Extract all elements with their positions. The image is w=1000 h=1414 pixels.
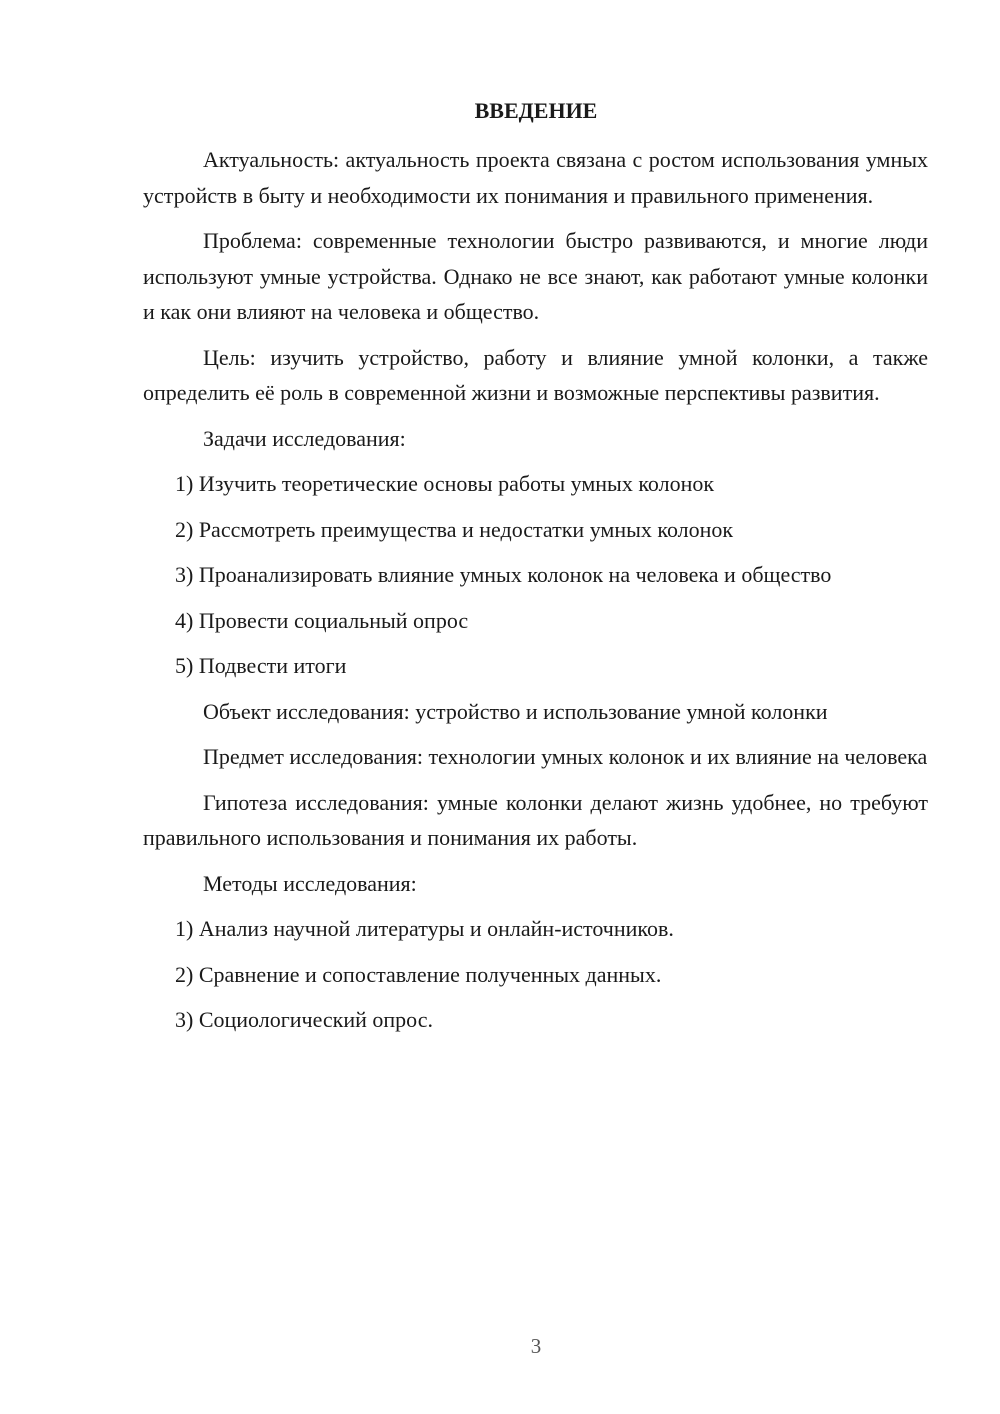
method-item: 3) Социологический опрос. [175,1007,433,1032]
task-item: 4) Провести социальный опрос [175,607,469,633]
goal-paragraph: Цель: изучить устройство, работу и влияние умной колонки, а также определить её роль в современной жизни и возможные перспективы развития. [143,344,928,405]
methods-heading: Методы исследования: [203,870,417,896]
task-item: 3) Проанализировать влияние умных колонок на человека и общество [175,562,832,587]
task-item: 5) Подвести итоги [175,653,347,678]
relevance-paragraph: Актуальность: актуальность проекта связана с ростом использования умных устройств в быту и необходимости их понимания и правильного применения. [143,147,928,208]
tasks-heading: Задачи исследования: [203,425,406,451]
task-item: 1) Изучить теоретические основы работы умных колонок [175,471,715,496]
page-title: ВВЕДЕНИЕ [474,98,598,123]
object-paragraph: Объект исследования: устройство и использование умной колонки [203,698,828,724]
page-content [143,142,928,1048]
hypothesis-paragraph: Гипотеза исследования: умные колонки делают жизнь удобнее, но требуют правильного использования и понимания их работы. [143,789,928,850]
method-item: 2) Сравнение и сопоставление полученных данных. [175,961,662,987]
problem-paragraph: Проблема: современные технологии быстро развиваются, и многие люди используют умные устройства. Однако не все знают, как работают умные колонки и как они влияют на человека и общество. [143,228,928,324]
task-item: 2) Рассмотреть преимущества и недостатки умных колонок [175,516,734,542]
subject-paragraph: Предмет исследования: технологии умных колонок и их влияние на человека [203,744,928,769]
page-number: 3 [530,1334,542,1358]
method-item: 1) Анализ научной литературы и онлайн-источников. [175,916,674,941]
